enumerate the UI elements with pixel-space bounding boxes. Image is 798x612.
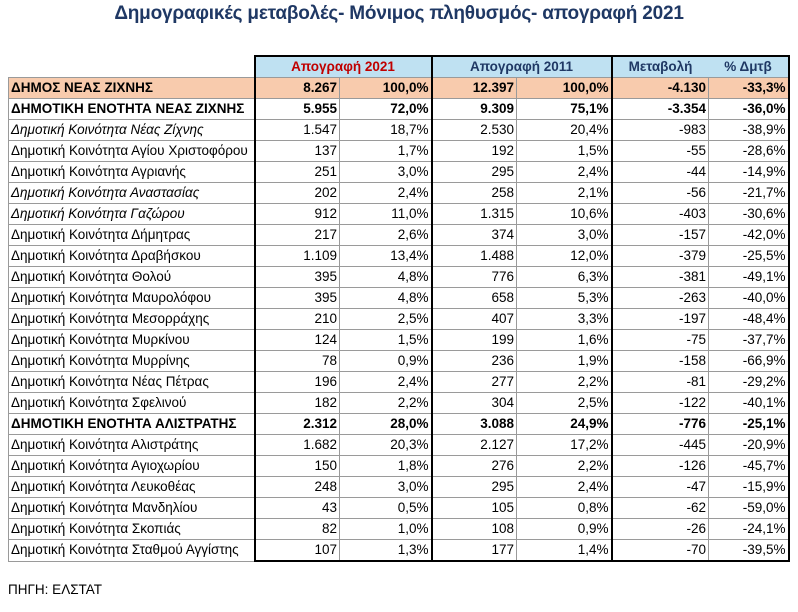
- pop-2011-cell: 105: [432, 498, 517, 519]
- pop-2011-cell: 277: [432, 372, 517, 393]
- pct-2021-cell: 3,0%: [340, 477, 432, 498]
- row-name-cell: ΔΗΜΟΣ ΝΕΑΣ ΖΙΧΝΗΣ: [9, 78, 255, 99]
- pct-change-cell: -21,7%: [709, 183, 789, 204]
- pop-2011-cell: 2.127: [432, 435, 517, 456]
- pct-change-cell: -66,9%: [709, 351, 789, 372]
- change-cell: -381: [612, 267, 709, 288]
- row-name-cell: Δημοτική Κοινότητα Θολού: [9, 267, 255, 288]
- pop-2011-cell: 236: [432, 351, 517, 372]
- pct-change-cell: -28,6%: [709, 141, 789, 162]
- pct-2021-cell: 72,0%: [340, 99, 432, 120]
- table-row: [9, 519, 789, 540]
- pop-2011-cell: 199: [432, 330, 517, 351]
- pop-2011-cell: 374: [432, 225, 517, 246]
- pop-2021-cell: 82: [255, 519, 340, 540]
- pct-2021-cell: 1,7%: [340, 141, 432, 162]
- pop-2021-cell: 196: [255, 372, 340, 393]
- row-name-cell: Δημοτική Κοινότητα Αγίου Χριστοφόρου: [9, 141, 255, 162]
- row-name-cell: ΔΗΜΟΤΙΚΗ ΕΝΟΤΗΤΑ ΝΕΑΣ ΖΙΧΝΗΣ: [9, 99, 255, 120]
- pop-2011-cell: 192: [432, 141, 517, 162]
- row-name-cell: Δημοτική Κοινότητα Γαζώρου: [9, 204, 255, 225]
- pop-2011-cell: 258: [432, 183, 517, 204]
- pop-2011-cell: 1.488: [432, 246, 517, 267]
- table-row: [9, 456, 789, 477]
- table-row: [9, 393, 789, 414]
- header-pct-change: % Δμτβ: [709, 56, 789, 78]
- pct-2011-cell: 1,4%: [517, 540, 612, 562]
- population-table: [8, 55, 790, 562]
- pct-2021-cell: 20,3%: [340, 435, 432, 456]
- change-cell: -197: [612, 309, 709, 330]
- pop-2021-cell: 5.955: [255, 99, 340, 120]
- change-cell: -126: [612, 456, 709, 477]
- change-cell: -403: [612, 204, 709, 225]
- pct-change-cell: -59,0%: [709, 498, 789, 519]
- pct-2021-cell: 1,0%: [340, 519, 432, 540]
- change-cell: -62: [612, 498, 709, 519]
- pct-2021-cell: 4,8%: [340, 267, 432, 288]
- pct-change-cell: -30,6%: [709, 204, 789, 225]
- table-row: [9, 540, 789, 562]
- table-row: [9, 120, 789, 141]
- pop-2021-cell: 43: [255, 498, 340, 519]
- unit-row: [9, 99, 789, 120]
- row-name-cell: Δημοτική Κοινότητα Νέας Πέτρας: [9, 372, 255, 393]
- change-cell: -158: [612, 351, 709, 372]
- table-row: [9, 372, 789, 393]
- pct-change-cell: -37,7%: [709, 330, 789, 351]
- pct-2021-cell: 2,4%: [340, 372, 432, 393]
- row-name-cell: Δημοτική Κοινότητα Μαυρολόφου: [9, 288, 255, 309]
- table-row: [9, 141, 789, 162]
- pct-change-cell: -40,1%: [709, 393, 789, 414]
- pct-2021-cell: 0,9%: [340, 351, 432, 372]
- pop-2021-cell: 182: [255, 393, 340, 414]
- header-row: [9, 56, 789, 78]
- change-cell: -983: [612, 120, 709, 141]
- pop-2011-cell: 12.397: [432, 78, 517, 99]
- pop-2021-cell: 1.682: [255, 435, 340, 456]
- pct-2021-cell: 2,4%: [340, 183, 432, 204]
- pop-2011-cell: 295: [432, 477, 517, 498]
- change-cell: -4.130: [612, 78, 709, 99]
- pct-2021-cell: 28,0%: [340, 414, 432, 435]
- pop-2011-cell: 658: [432, 288, 517, 309]
- pop-2021-cell: 912: [255, 204, 340, 225]
- pop-2021-cell: 124: [255, 330, 340, 351]
- row-name-cell: ΔΗΜΟΤΙΚΗ ΕΝΟΤΗΤΑ ΑΛΙΣΤΡΑΤΗΣ: [9, 414, 255, 435]
- change-cell: -26: [612, 519, 709, 540]
- pop-2011-cell: 9.309: [432, 99, 517, 120]
- pct-2011-cell: 10,6%: [517, 204, 612, 225]
- pct-2011-cell: 17,2%: [517, 435, 612, 456]
- page-title: Δημογραφικές μεταβολές- Μόνιμος πληθυσμός- απογραφή 2021: [114, 3, 684, 24]
- pct-2011-cell: 1,5%: [517, 141, 612, 162]
- change-cell: -47: [612, 477, 709, 498]
- pct-change-cell: -20,9%: [709, 435, 789, 456]
- source-note: ΠΗΓΗ: ΕΛΣΤΑΤ: [8, 582, 103, 597]
- pop-2011-cell: 177: [432, 540, 517, 562]
- table-row: [9, 330, 789, 351]
- unit-row: [9, 414, 789, 435]
- pct-change-cell: -29,2%: [709, 372, 789, 393]
- table-row: [9, 477, 789, 498]
- row-name-cell: Δημοτική Κοινότητα Μυρρίνης: [9, 351, 255, 372]
- row-name-cell: Δημοτική Κοινότητα Σφελινού: [9, 393, 255, 414]
- change-cell: -70: [612, 540, 709, 562]
- pct-2011-cell: 2,2%: [517, 456, 612, 477]
- row-name-cell: Δημοτική Κοινότητα Αλιστράτης: [9, 435, 255, 456]
- pct-change-cell: -14,9%: [709, 162, 789, 183]
- pop-2021-cell: 395: [255, 267, 340, 288]
- row-name-cell: Δημοτική Κοινότητα Μεσορράχης: [9, 309, 255, 330]
- pop-2011-cell: 304: [432, 393, 517, 414]
- change-cell: -122: [612, 393, 709, 414]
- pct-2021-cell: 2,6%: [340, 225, 432, 246]
- pct-change-cell: -15,9%: [709, 477, 789, 498]
- row-name-cell: Δημοτική Κοινότητα Σταθμού Αγγίστης: [9, 540, 255, 562]
- row-name-cell: Δημοτική Κοινότητα Λευκοθέας: [9, 477, 255, 498]
- header-empty-cell: [9, 56, 255, 78]
- pct-change-cell: -25,5%: [709, 246, 789, 267]
- pct-2021-cell: 3,0%: [340, 162, 432, 183]
- pct-change-cell: -24,1%: [709, 519, 789, 540]
- pct-2011-cell: 1,9%: [517, 351, 612, 372]
- change-cell: -263: [612, 288, 709, 309]
- pct-2011-cell: 12,0%: [517, 246, 612, 267]
- table-row: [9, 183, 789, 204]
- pct-change-cell: -39,5%: [709, 540, 789, 562]
- pct-2011-cell: 0,8%: [517, 498, 612, 519]
- pct-2011-cell: 3,3%: [517, 309, 612, 330]
- table-row: [9, 204, 789, 225]
- pct-2021-cell: 1,5%: [340, 330, 432, 351]
- row-name-cell: Δημοτική Κοινότητα Αγριανής: [9, 162, 255, 183]
- change-cell: -776: [612, 414, 709, 435]
- pct-2011-cell: 3,0%: [517, 225, 612, 246]
- pct-2011-cell: 2,4%: [517, 477, 612, 498]
- table-row: [9, 162, 789, 183]
- total-row: [9, 78, 789, 99]
- pop-2021-cell: 150: [255, 456, 340, 477]
- row-name-cell: Δημοτική Κοινότητα Δήμητρας: [9, 225, 255, 246]
- table-row: [9, 225, 789, 246]
- change-cell: -81: [612, 372, 709, 393]
- table-row: [9, 351, 789, 372]
- pct-2011-cell: 2,5%: [517, 393, 612, 414]
- pop-2021-cell: 251: [255, 162, 340, 183]
- pop-2021-cell: 202: [255, 183, 340, 204]
- table-row: [9, 246, 789, 267]
- pct-2011-cell: 6,3%: [517, 267, 612, 288]
- table-row: [9, 267, 789, 288]
- pop-2021-cell: 8.267: [255, 78, 340, 99]
- pct-2011-cell: 2,1%: [517, 183, 612, 204]
- pct-change-cell: -42,0%: [709, 225, 789, 246]
- pct-2011-cell: 100,0%: [517, 78, 612, 99]
- pct-2021-cell: 13,4%: [340, 246, 432, 267]
- pct-change-cell: -48,4%: [709, 309, 789, 330]
- pop-2021-cell: 78: [255, 351, 340, 372]
- pop-2021-cell: 210: [255, 309, 340, 330]
- pop-2011-cell: 295: [432, 162, 517, 183]
- row-name-cell: Δημοτική Κοινότητα Νέας Ζίχνης: [9, 120, 255, 141]
- change-cell: -3.354: [612, 99, 709, 120]
- header-census-2011: Απογραφή 2011: [432, 56, 612, 78]
- pct-2021-cell: 0,5%: [340, 498, 432, 519]
- pop-2011-cell: 2.530: [432, 120, 517, 141]
- header-census-2021: Απογραφή 2021: [255, 56, 432, 78]
- change-cell: -75: [612, 330, 709, 351]
- change-cell: -445: [612, 435, 709, 456]
- pct-2021-cell: 18,7%: [340, 120, 432, 141]
- pop-2011-cell: 776: [432, 267, 517, 288]
- pct-2021-cell: 1,8%: [340, 456, 432, 477]
- table-row: [9, 288, 789, 309]
- pop-2011-cell: 276: [432, 456, 517, 477]
- change-cell: -379: [612, 246, 709, 267]
- pop-2021-cell: 107: [255, 540, 340, 562]
- pct-2011-cell: 2,2%: [517, 372, 612, 393]
- table-row: [9, 309, 789, 330]
- pct-change-cell: -45,7%: [709, 456, 789, 477]
- table-row: [9, 435, 789, 456]
- pop-2021-cell: 217: [255, 225, 340, 246]
- row-name-cell: Δημοτική Κοινότητα Μανδηλίου: [9, 498, 255, 519]
- pop-2011-cell: 108: [432, 519, 517, 540]
- pct-change-cell: -38,9%: [709, 120, 789, 141]
- pct-2021-cell: 4,8%: [340, 288, 432, 309]
- pop-2021-cell: 1.547: [255, 120, 340, 141]
- pop-2011-cell: 407: [432, 309, 517, 330]
- pct-2011-cell: 5,3%: [517, 288, 612, 309]
- pct-2021-cell: 2,2%: [340, 393, 432, 414]
- pct-2011-cell: 2,4%: [517, 162, 612, 183]
- pct-change-cell: -33,3%: [709, 78, 789, 99]
- pop-2021-cell: 395: [255, 288, 340, 309]
- pct-change-cell: -49,1%: [709, 267, 789, 288]
- row-name-cell: Δημοτική Κοινότητα Σκοπιάς: [9, 519, 255, 540]
- change-cell: -56: [612, 183, 709, 204]
- pop-2021-cell: 248: [255, 477, 340, 498]
- header-change: Μεταβολή: [612, 56, 709, 78]
- row-name-cell: Δημοτική Κοινότητα Μυρκίνου: [9, 330, 255, 351]
- pct-2011-cell: 0,9%: [517, 519, 612, 540]
- pct-2021-cell: 1,3%: [340, 540, 432, 562]
- change-cell: -55: [612, 141, 709, 162]
- pop-2021-cell: 2.312: [255, 414, 340, 435]
- change-cell: -44: [612, 162, 709, 183]
- pct-change-cell: -36,0%: [709, 99, 789, 120]
- pct-2011-cell: 1,6%: [517, 330, 612, 351]
- pop-2021-cell: 137: [255, 141, 340, 162]
- pop-2021-cell: 1.109: [255, 246, 340, 267]
- table-row: [9, 498, 789, 519]
- pct-2021-cell: 11,0%: [340, 204, 432, 225]
- pct-2021-cell: 2,5%: [340, 309, 432, 330]
- row-name-cell: Δημοτική Κοινότητα Αγιοχωρίου: [9, 456, 255, 477]
- pct-2011-cell: 75,1%: [517, 99, 612, 120]
- row-name-cell: Δημοτική Κοινότητα Αναστασίας: [9, 183, 255, 204]
- pop-2011-cell: 1.315: [432, 204, 517, 225]
- pct-2011-cell: 24,9%: [517, 414, 612, 435]
- row-name-cell: Δημοτική Κοινότητα Δραβήσκου: [9, 246, 255, 267]
- pct-2011-cell: 20,4%: [517, 120, 612, 141]
- pct-2021-cell: 100,0%: [340, 78, 432, 99]
- pop-2011-cell: 3.088: [432, 414, 517, 435]
- pct-change-cell: -40,0%: [709, 288, 789, 309]
- change-cell: -157: [612, 225, 709, 246]
- pct-change-cell: -25,1%: [709, 414, 789, 435]
